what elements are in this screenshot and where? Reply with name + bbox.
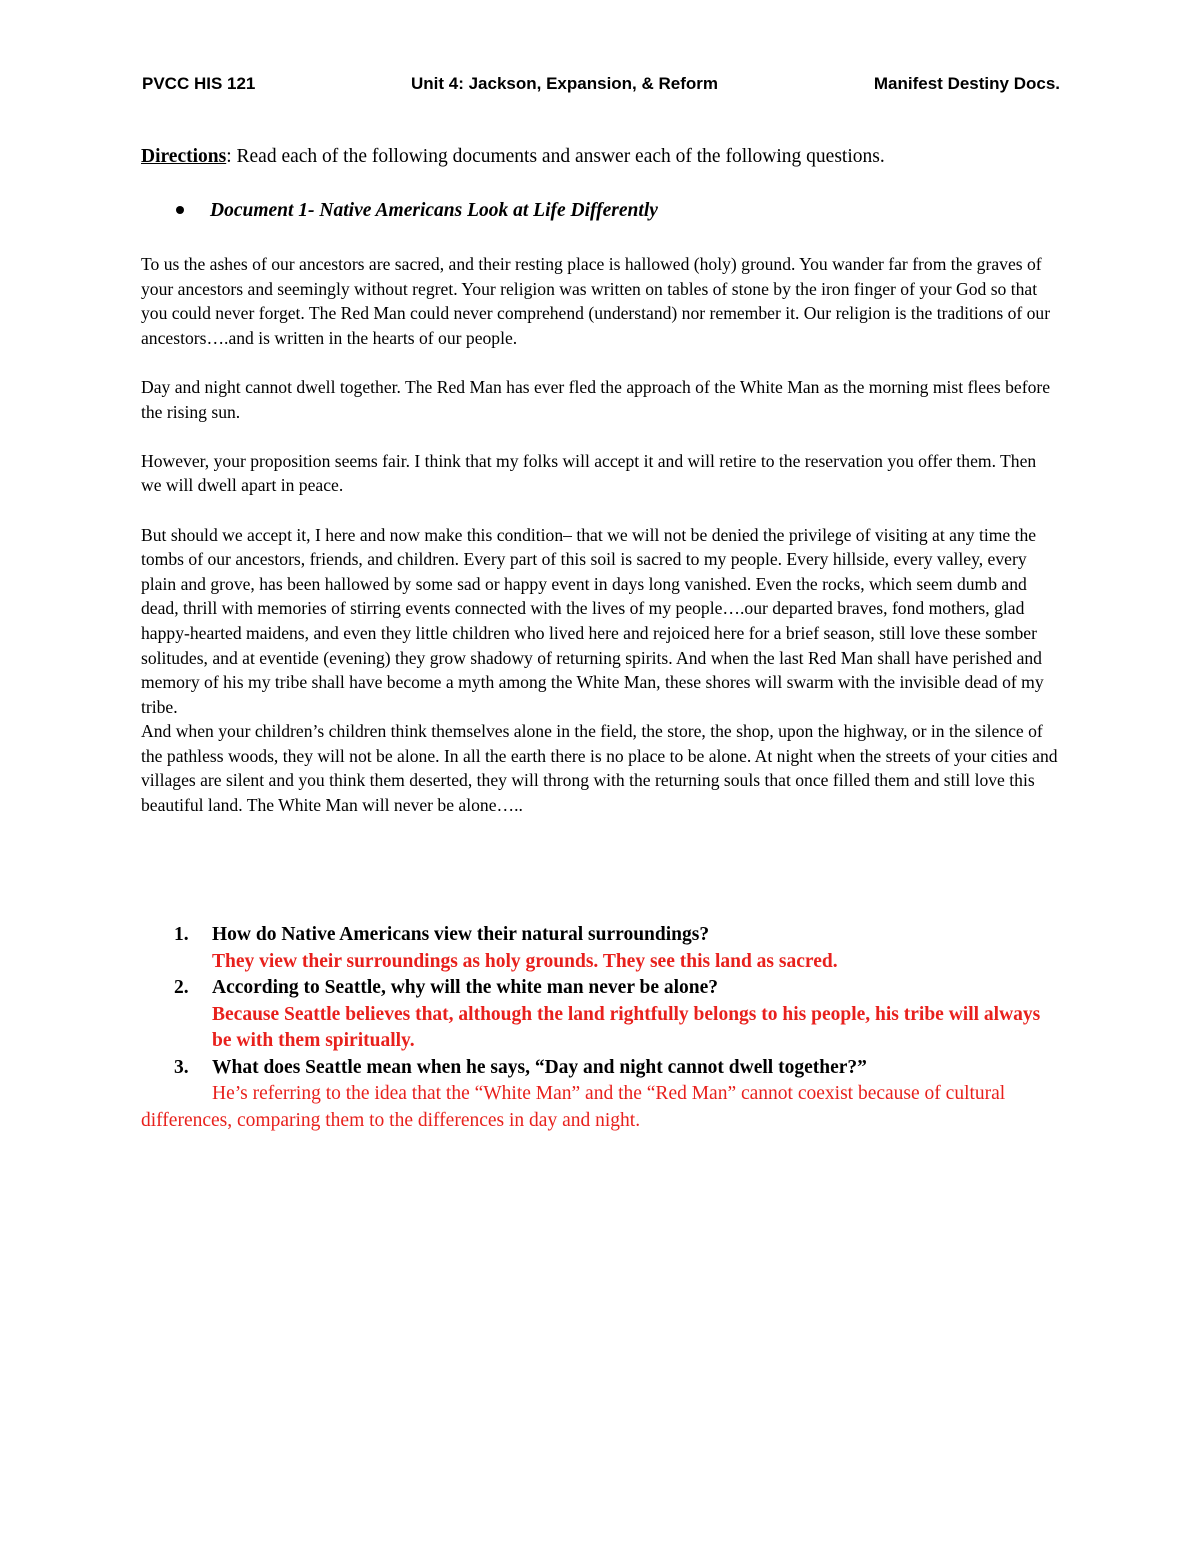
question-item xyxy=(141,922,1061,975)
page-header xyxy=(0,74,1200,100)
header-topic: Manifest Destiny Docs. xyxy=(873,74,1060,93)
document-paragraph: However, your proposition seems fair. I think that my folks will accept it and will retire to the reservation you offer them. Then we will dwell apart in peace. xyxy=(141,450,1037,496)
question-number: 2. xyxy=(174,977,189,998)
question-list xyxy=(141,922,1061,1134)
header-unit: Unit 4: Jackson, Expansion, & Reform xyxy=(411,74,719,93)
answer-text: They view their surroundings as holy grounds. They see this land as sacred. xyxy=(212,950,838,972)
question-number: 1. xyxy=(174,924,189,945)
document-paragraph: But should we accept it, I here and now make this condition– that we will not be denied the privilege of visiting at any time the tombs of our ancestors, friends, and children. Every part of this soil is sacred to my people. Every hillside, every valley, every plain and grove, has been hallowed by some sad or happy event in days long vanished. Even the rocks, which seem dumb and dead, thrill with memories of stirring events connected with the lives of my people….our departed braves, fond mothers, glad happy-hearted maidens, and even they little children who lived here and rejoiced here for a brief season, still love these somber solitudes, and at eventide (evening) they grow shadowy of returning spirits. And when the last Red Man shall have perished and memory of his my tribe shall have become a myth among the White Man, these shores will swarm with the invisible dead of my tribe. xyxy=(141,524,1044,717)
document-paragraph: And when your children’s children think themselves alone in the field, the store, the shop, upon the highway, or in the silence of the pathless woods, they will not be alone. In all the earth there is no place to be alone. At night when the streets of your cities and villages are silent and you think them deserted, they will throng with the returning souls that once filled them and still love this beautiful land. The White Man will never be alone….. xyxy=(141,721,1058,816)
question-text: According to Seattle, why will the white man never be alone? xyxy=(212,977,719,998)
answer-text: He’s referring to the idea that the “White Man” and the “Red Man” cannot coexist because of cultural differences, comparing them to the differences in day and night. xyxy=(141,1083,1006,1131)
question-item xyxy=(141,1055,1061,1082)
document-heading xyxy=(176,198,1056,224)
document-title: Document 1- Native Americans Look at Life Differently xyxy=(210,200,658,221)
directions-colon: : xyxy=(226,146,232,167)
document-paragraph: To us the ashes of our ancestors are sacred, and their resting place is hallowed (holy) ground. You wander far from the graves of your ancestors and seemingly without regret. Your religion was written on tables of stone by the iron finger of your God so that you could never forget. The Red Man could never comprehend (understand) nor remember it. Our religion is the traditions of our ancestors….and is written in the hearts of our people. xyxy=(141,254,1051,348)
question-item xyxy=(141,975,1061,1055)
answer-text-block xyxy=(141,1081,1061,1134)
question-number: 3. xyxy=(174,1056,189,1078)
question-text: What does Seattle mean when he says, “Day and night cannot dwell together?” xyxy=(212,1056,867,1078)
directions xyxy=(141,144,1061,170)
answer-text: Because Seattle believes that, although the land rightfully belongs to his people, his tribe will always be with them spiritually. xyxy=(212,1003,1041,1051)
document-body xyxy=(141,252,1061,818)
document-paragraph: Day and night cannot dwell together. The Red Man has ever fled the approach of the White Man as the morning mist flees before the rising sun. xyxy=(141,376,1051,422)
bullet-icon xyxy=(176,206,184,214)
directions-label: Directions xyxy=(141,146,227,167)
directions-text: Read each of the following documents and answer each of the following questions. xyxy=(231,146,885,167)
header-course: PVCC HIS 121 xyxy=(142,74,256,93)
question-text: How do Native Americans view their natural surroundings? xyxy=(212,924,710,945)
